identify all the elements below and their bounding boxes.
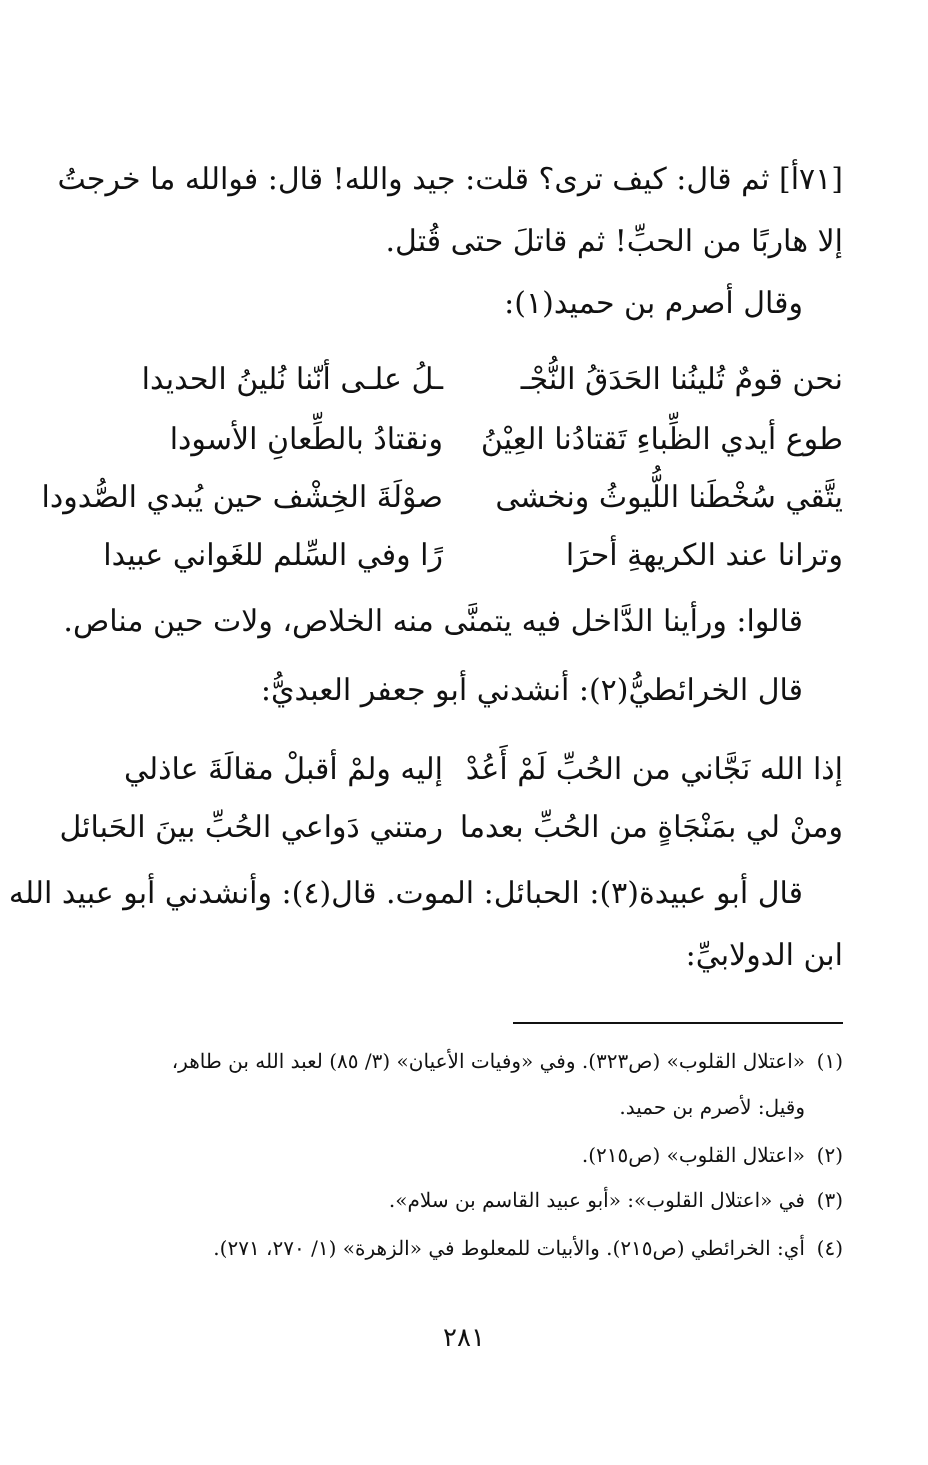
poem-intro: وقال أصرم بن حميد(١):	[504, 286, 803, 321]
footnote-separator	[513, 1022, 843, 1024]
paragraph-line: [٧١أ] ثم قال: كيف ترى؟ قلت: جيد والله! قال: فوالله ما خرجتُ	[57, 162, 843, 197]
verse-second-hemistich: رمتني دَواعي الحُبِّ بينَ الحَبائل	[59, 810, 443, 845]
verse-second-hemistich: ـلُ علـى أنّنا نُلينُ الحديدا	[141, 362, 443, 397]
footnote-number: (٤)	[816, 1236, 843, 1260]
poem-verse	[41, 480, 843, 520]
verse-second-hemistich: رًا وفي السِّلم للغَواني عبيدا	[103, 538, 443, 573]
footnote-continuation: وقيل: لأصرم بن حميد.	[619, 1095, 805, 1119]
paragraph-line: إلا هاربًا من الحبِّ! ثم قاتلَ حتى قُتل.	[385, 224, 843, 259]
footnote-number: (١)	[816, 1049, 843, 1073]
page-number: ٢٨١	[443, 1323, 485, 1353]
verse-first-hemistich: إذا الله نَجَّاني من الحُبِّ لَمْ أَعُدْ	[465, 752, 843, 787]
verse-second-hemistich: إليه ولمْ أقبلْ مقالَةَ عاذلي	[124, 752, 443, 787]
verse-second-hemistich: ونقتادُ بالطِّعانِ الأسودا	[169, 422, 443, 457]
paragraph-line: قال أبو عبيدة(٣): الحبائل: الموت. قال(٤): وأنشدني أبو عبيد الله	[8, 876, 803, 911]
verse-first-hemistich: يتَّقي سُخْطَنا اللُّيوثُ ونخشى	[495, 480, 843, 515]
footnote-text: أي: الخرائطي (ص٢١٥). والأبيات للمعلوط في «الزهرة» (١/ ٢٧٠، ٢٧١).	[213, 1236, 805, 1260]
paragraph-line: قالوا: ورأينا الدَّاخل فيه يتمنَّى منه الخلاص، ولات حين مناص.	[63, 604, 803, 639]
footnote-number: (٢)	[816, 1143, 843, 1167]
poem-verse	[95, 538, 843, 578]
verse-first-hemistich: وترانا عند الكريهةِ أحرَا	[565, 538, 843, 573]
poem-verse	[59, 810, 843, 850]
poem-verse	[95, 752, 843, 792]
footnote	[83, 1143, 843, 1167]
verse-first-hemistich: نحن قومٌ تُلينُنا الحَدَقُ النُّجْـ	[520, 362, 843, 397]
footnote-text: في «اعتلال القلوب»: «أبو عبيد القاسم بن سلام».	[388, 1188, 805, 1212]
paragraph-line: ابن الدولابيِّ:	[685, 938, 843, 973]
verse-first-hemistich: طوع أيدي الظِّباءِ تَقتادُنا العِيْنُ	[480, 422, 843, 457]
footnote-text: «اعتلال القلوب» (ص٢١٥).	[581, 1143, 805, 1167]
verse-second-hemistich: صوْلَةَ الخِشْف حين يُبدي الصُّدودا	[41, 480, 443, 515]
footnote	[83, 1236, 843, 1260]
paragraph-line: قال الخرائطيُّ(٢): أنشدني أبو جعفر العبديُّ:	[260, 673, 803, 708]
poem-verse	[95, 362, 843, 402]
footnote-text: «اعتلال القلوب» (ص٣٢٣). وفي «وفيات الأعيان» (٣/ ٨٥) لعبد الله بن طاهر،	[171, 1049, 805, 1073]
poem-verse	[95, 422, 843, 462]
footnote-number: (٣)	[816, 1188, 843, 1212]
verse-first-hemistich: ومنْ لي بمَنْجَاةٍ من الحُبِّ بعدما	[459, 810, 843, 845]
footnote	[83, 1188, 843, 1212]
footnote	[83, 1049, 843, 1073]
